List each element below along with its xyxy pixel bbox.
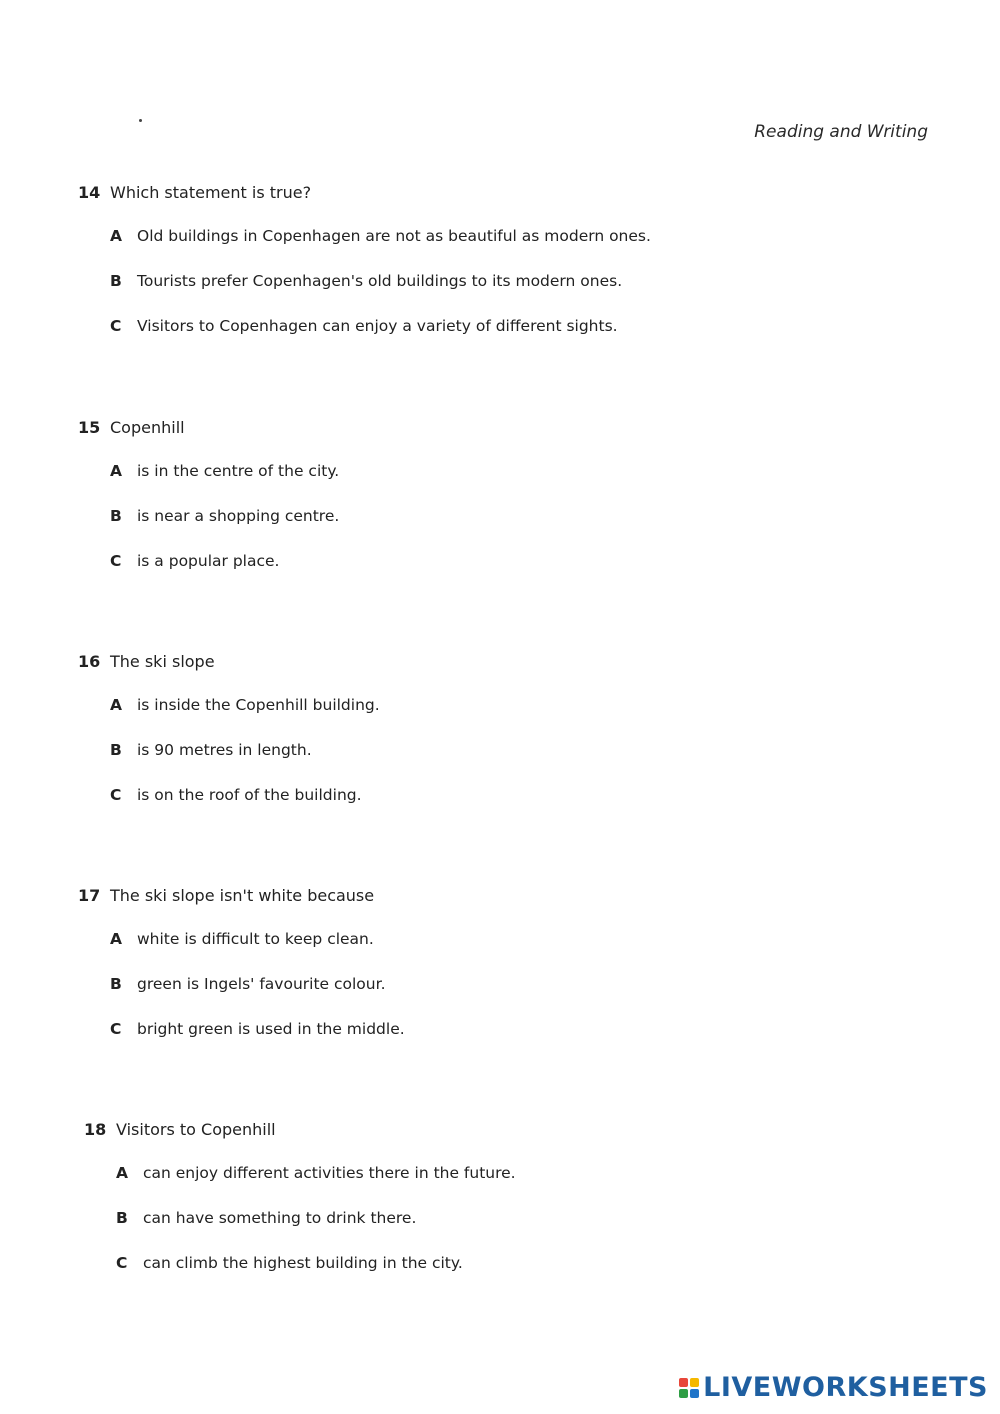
question-18: [84, 1120, 944, 1272]
question-text: The ski slope: [110, 652, 215, 671]
liveworksheets-icon: [679, 1378, 699, 1398]
option-b[interactable]: [110, 975, 938, 993]
option-letter: C: [116, 1254, 128, 1272]
question-text: Copenhill: [110, 418, 185, 437]
option-letter: B: [116, 1209, 128, 1227]
option-b[interactable]: [110, 741, 938, 759]
logo-text: LIVEWORKSHEETS: [703, 1372, 988, 1403]
option-a[interactable]: [110, 696, 938, 714]
question-text: Which statement is true?: [110, 183, 312, 202]
option-c[interactable]: [110, 552, 938, 570]
section-title: Reading and Writing: [754, 122, 928, 142]
option-letter: B: [110, 741, 122, 759]
option-text: can have something to drink there.: [143, 1209, 417, 1227]
option-a[interactable]: [116, 1164, 944, 1182]
option-b[interactable]: [110, 272, 938, 290]
option-text: Old buildings in Copenhagen are not as beautiful as modern ones.: [137, 227, 651, 245]
option-letter: B: [110, 975, 122, 993]
option-text: is inside the Copenhill building.: [137, 696, 380, 714]
question-stem: [78, 886, 938, 905]
option-letter: C: [110, 786, 122, 804]
option-text: is 90 metres in length.: [137, 741, 312, 759]
option-b[interactable]: [116, 1209, 944, 1227]
question-stem: [78, 418, 938, 437]
option-text: is near a shopping centre.: [137, 507, 340, 525]
option-letter: A: [110, 462, 122, 480]
option-text: is a popular place.: [137, 552, 280, 570]
question-number: 17: [78, 886, 101, 905]
option-text: Tourists prefer Copenhagen's old buildings to its modern ones.: [137, 272, 623, 290]
question-number: 14: [78, 183, 101, 202]
option-a[interactable]: [110, 462, 938, 480]
question-14: [78, 183, 938, 335]
option-text: can climb the highest building in the city.: [143, 1254, 463, 1272]
option-letter: A: [116, 1164, 128, 1182]
liveworksheets-logo: [679, 1372, 988, 1403]
option-text: is on the roof of the building.: [137, 786, 362, 804]
option-c[interactable]: [116, 1254, 944, 1272]
option-b[interactable]: [110, 507, 938, 525]
option-text: can enjoy different activities there in the future.: [143, 1164, 516, 1182]
option-letter: C: [110, 552, 122, 570]
question-number: 16: [78, 652, 101, 671]
logo-square-green: [679, 1389, 688, 1398]
question-stem: [78, 183, 938, 202]
option-letter: A: [110, 696, 122, 714]
option-letter: A: [110, 227, 122, 245]
option-text: green is Ingels' favourite colour.: [137, 975, 386, 993]
question-stem: [78, 652, 938, 671]
question-16: [78, 652, 938, 804]
logo-square-blue: [690, 1389, 699, 1398]
option-a[interactable]: [110, 930, 938, 948]
option-c[interactable]: [110, 317, 938, 335]
logo-square-yellow: [690, 1378, 699, 1387]
option-text: is in the centre of the city.: [137, 462, 340, 480]
option-letter: C: [110, 317, 122, 335]
option-letter: B: [110, 272, 122, 290]
logo-square-red: [679, 1378, 688, 1387]
stray-dot: [139, 119, 142, 122]
option-text: white is difficult to keep clean.: [137, 930, 374, 948]
option-text: bright green is used in the middle.: [137, 1020, 405, 1038]
option-c[interactable]: [110, 1020, 938, 1038]
question-text: Visitors to Copenhill: [116, 1120, 276, 1139]
question-stem: [84, 1120, 944, 1139]
question-17: [78, 886, 938, 1038]
question-number: 15: [78, 418, 101, 437]
option-letter: C: [110, 1020, 122, 1038]
question-number: 18: [84, 1120, 107, 1139]
option-letter: A: [110, 930, 122, 948]
option-c[interactable]: [110, 786, 938, 804]
option-letter: B: [110, 507, 122, 525]
question-text: The ski slope isn't white because: [110, 886, 375, 905]
option-text: Visitors to Copenhagen can enjoy a variety of different sights.: [137, 317, 618, 335]
option-a[interactable]: [110, 227, 938, 245]
question-15: [78, 418, 938, 570]
